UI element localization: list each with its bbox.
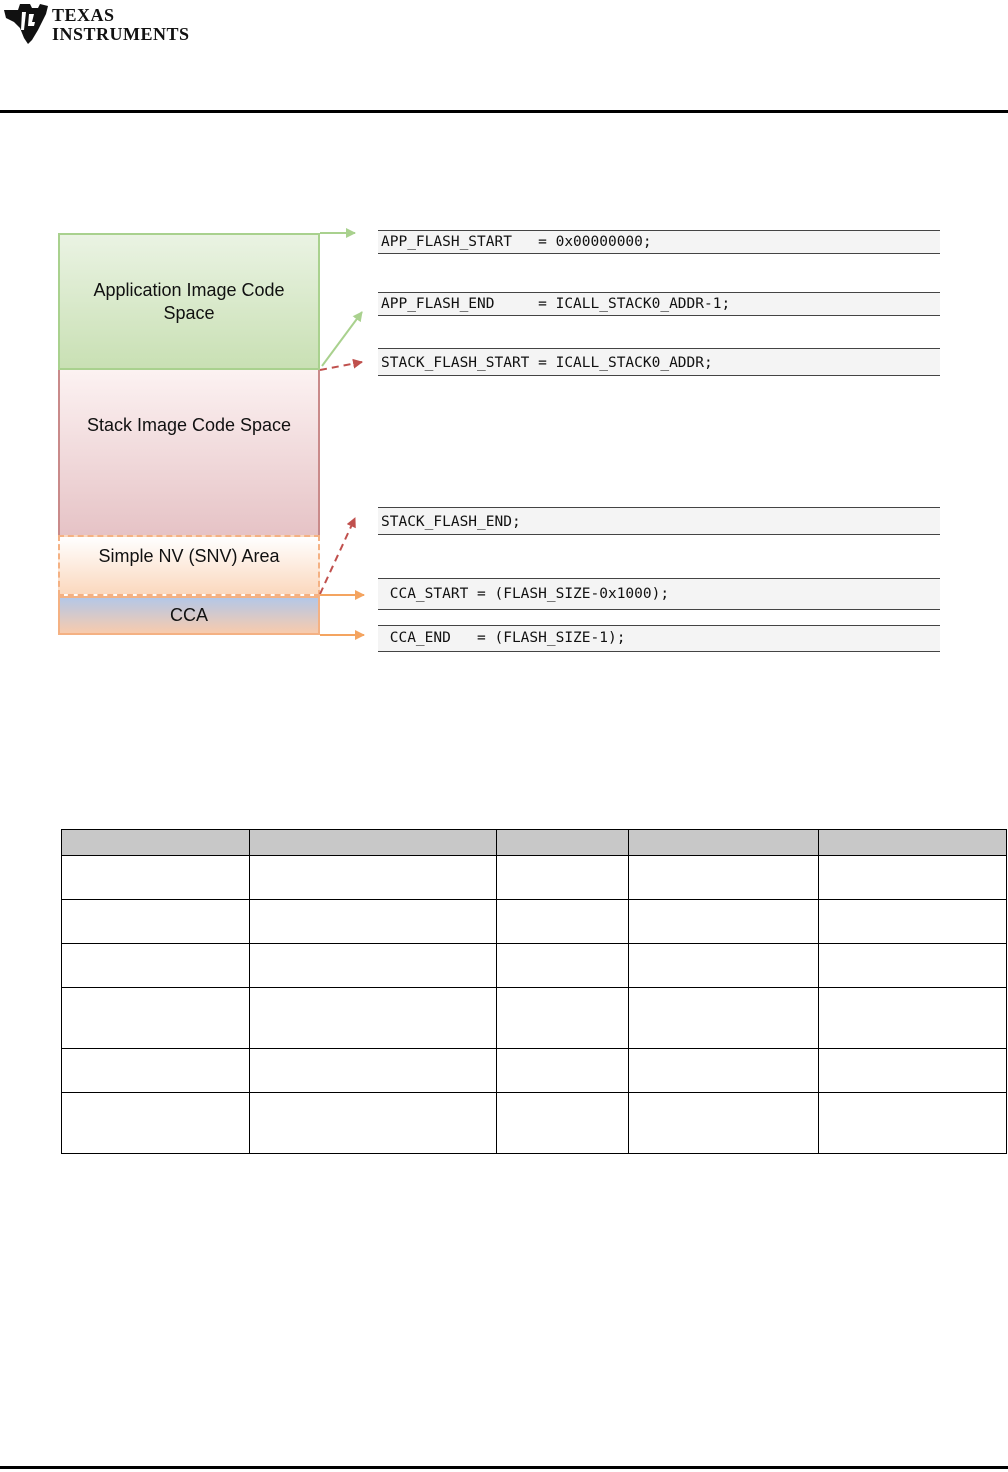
table-cell <box>496 988 629 1049</box>
table-cell <box>249 988 496 1049</box>
table-cell <box>62 944 250 988</box>
arrow-stack-flash-end <box>320 518 355 594</box>
table-cell <box>629 1093 819 1154</box>
stack-image-label: Stack Image Code Space <box>86 415 292 435</box>
table-cell <box>249 944 496 988</box>
cca-end-define: CCA_END = (FLASH_SIZE-1); <box>378 625 940 652</box>
table-cell <box>496 900 629 944</box>
stack-flash-end-define: STACK_FLASH_END; <box>378 507 940 535</box>
table-cell <box>819 1049 1007 1093</box>
cca-start-define: CCA_START = (FLASH_SIZE-0x1000); <box>378 578 940 610</box>
table-cell <box>819 988 1007 1049</box>
table-row <box>62 988 1007 1049</box>
table-row <box>62 944 1007 988</box>
arrow-stack-flash-start <box>320 362 362 370</box>
app-flash-start-define: APP_FLASH_START = 0x00000000; <box>378 230 940 254</box>
table-cell <box>496 856 629 900</box>
table-cell <box>249 1049 496 1093</box>
flash-layout-table <box>61 829 1007 1154</box>
snv-area-label: Simple NV (SNV) Area <box>98 546 280 566</box>
table-header-row <box>62 830 1007 856</box>
table-cell <box>819 944 1007 988</box>
table-cell <box>249 900 496 944</box>
table-cell <box>496 944 629 988</box>
table-cell <box>249 1093 496 1154</box>
flash-memory-map-diagram <box>0 0 1008 700</box>
table-row <box>62 1049 1007 1093</box>
table-header-cell <box>496 830 629 856</box>
table-cell <box>496 1049 629 1093</box>
table-cell <box>629 1049 819 1093</box>
table-cell <box>629 988 819 1049</box>
stack-flash-start-define: STACK_FLASH_START = ICALL_STACK0_ADDR; <box>378 348 940 376</box>
table-cell <box>62 1049 250 1093</box>
table-cell <box>819 1093 1007 1154</box>
table-cell <box>496 1093 629 1154</box>
footer-rule <box>0 1466 1008 1469</box>
logo-line-2: INSTRUMENTS <box>52 24 190 44</box>
table-header-cell <box>249 830 496 856</box>
table-cell <box>62 1093 250 1154</box>
cca-label: CCA <box>169 605 208 625</box>
table-cell <box>62 988 250 1049</box>
table-cell <box>629 900 819 944</box>
table-header-cell <box>62 830 250 856</box>
table-cell <box>629 856 819 900</box>
app-image-label: Application Image Code Space <box>93 279 285 323</box>
table-cell <box>819 856 1007 900</box>
logo-line-1: TEXAS <box>52 5 115 25</box>
table-cell <box>819 900 1007 944</box>
table-header-cell <box>629 830 819 856</box>
table-row <box>62 856 1007 900</box>
arrow-app-flash-end <box>322 312 362 366</box>
table-row <box>62 1093 1007 1154</box>
app-flash-end-define: APP_FLASH_END = ICALL_STACK0_ADDR-1; <box>378 292 940 316</box>
connector-arrows <box>0 0 1008 700</box>
table-row <box>62 900 1007 944</box>
table-cell <box>249 856 496 900</box>
table-cell <box>62 856 250 900</box>
table-header-cell <box>819 830 1007 856</box>
table-cell <box>62 900 250 944</box>
table-cell <box>629 944 819 988</box>
